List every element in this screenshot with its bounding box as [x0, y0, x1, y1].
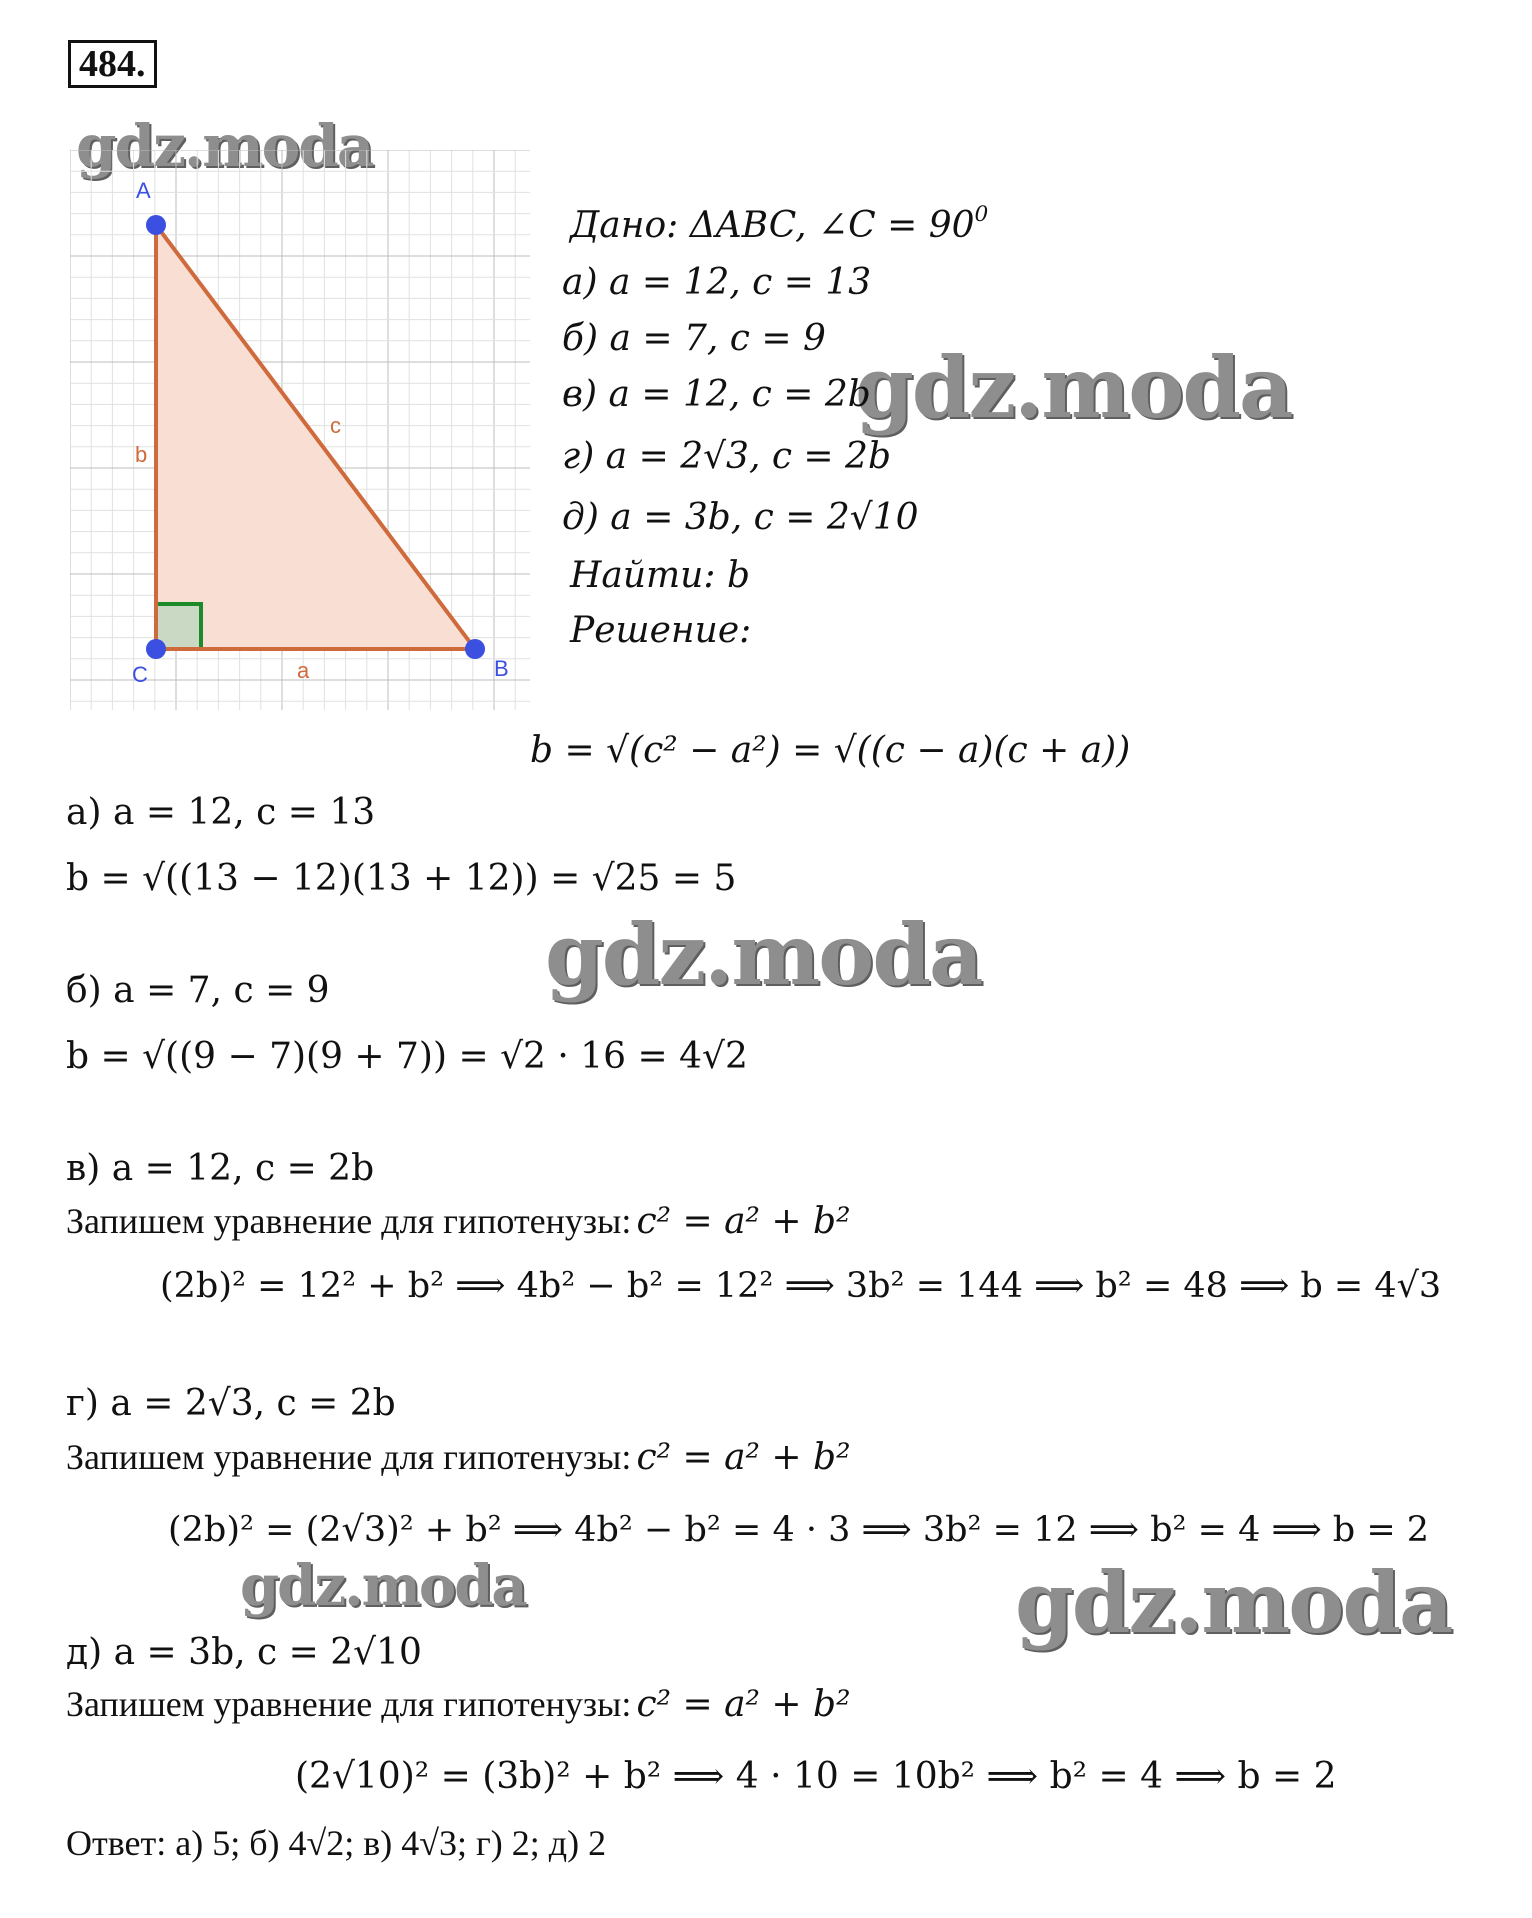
find-label: Найти: b	[570, 555, 750, 596]
watermark: gdz.moda	[240, 1553, 526, 1619]
given-item-g: г) a = 2√3, c = 2b	[562, 436, 891, 477]
given-item-d: д) a = 3b, c = 2√10	[562, 497, 919, 538]
label-B: B	[494, 656, 509, 681]
label-C: C	[132, 662, 148, 687]
general-formula: b = √(c² − a²) = √((c − a)(c + a))	[530, 730, 1131, 771]
problem-number: 484.	[68, 40, 157, 88]
given-item-b: б) a = 7, c = 9	[562, 318, 826, 359]
part-a-head: а) a = 12, c = 13	[66, 792, 376, 833]
triangle-figure	[70, 150, 540, 720]
watermark: gdz.moda	[855, 338, 1292, 437]
vertex-B	[465, 639, 485, 659]
solution-label: Решение:	[570, 610, 752, 651]
given-title: Дано: ΔABC, ∠C = $90^0$	[570, 201, 989, 246]
label-a: a	[297, 658, 310, 683]
part-b-head: б) a = 7, c = 9	[66, 970, 330, 1011]
vertex-C	[146, 639, 166, 659]
part-v-eq: c² = a² + b²	[636, 1201, 851, 1242]
part-d-line: (2√10)² = (3b)² + b² ⟹ 4 · 10 = 10b² ⟹ b² = 4 ⟹ b = 2	[295, 1756, 1337, 1797]
part-g-eq-title: Запишем уравнение для гипотенузы:	[66, 1437, 632, 1477]
watermark: gdz.moda	[545, 905, 982, 1004]
part-g-head: г) a = 2√3, c = 2b	[66, 1383, 396, 1424]
label-A: A	[136, 178, 151, 203]
part-g-line: (2b)² = (2√3)² + b² ⟹ 4b² − b² = 4 · 3 ⟹ 3b² = 12 ⟹ b² = 4 ⟹ b = 2	[168, 1510, 1430, 1550]
label-b: b	[135, 442, 148, 467]
part-a-line: b = √((13 − 12)(13 + 12)) = √25 = 5	[66, 858, 737, 899]
given-item-a: а) a = 12, c = 13	[562, 262, 872, 303]
part-d-head: д) a = 3b, c = 2√10	[66, 1632, 422, 1673]
answer: Ответ: а) 5; б) 4√2; в) 4√3; г) 2; д) 2	[66, 1823, 607, 1863]
vertex-A	[146, 215, 166, 235]
part-b-line: b = √((9 − 7)(9 + 7)) = √2 · 16 = 4√2	[66, 1036, 748, 1077]
part-v-eq-title: Запишем уравнение для гипотенузы:	[66, 1201, 632, 1241]
part-v-head: в) a = 12, c = 2b	[66, 1148, 375, 1189]
part-v-eq-row	[66, 1200, 851, 1242]
label-c: c	[330, 413, 341, 438]
part-v-line: (2b)² = 12² + b² ⟹ 4b² − b² = 12² ⟹ 3b² = 144 ⟹ b² = 48 ⟹ b = 4√3	[160, 1266, 1442, 1306]
part-d-eq-title: Запишем уравнение для гипотенузы:	[66, 1684, 632, 1724]
watermark: gdz.moda	[76, 112, 373, 180]
part-d-eq-row	[66, 1683, 851, 1725]
given-item-v: в) a = 12, c = 2b	[562, 374, 871, 415]
part-g-eq-row	[66, 1436, 851, 1478]
watermark: gdz.moda	[1015, 1553, 1452, 1652]
part-g-eq: c² = a² + b²	[636, 1437, 851, 1478]
part-d-eq: c² = a² + b²	[636, 1684, 851, 1725]
